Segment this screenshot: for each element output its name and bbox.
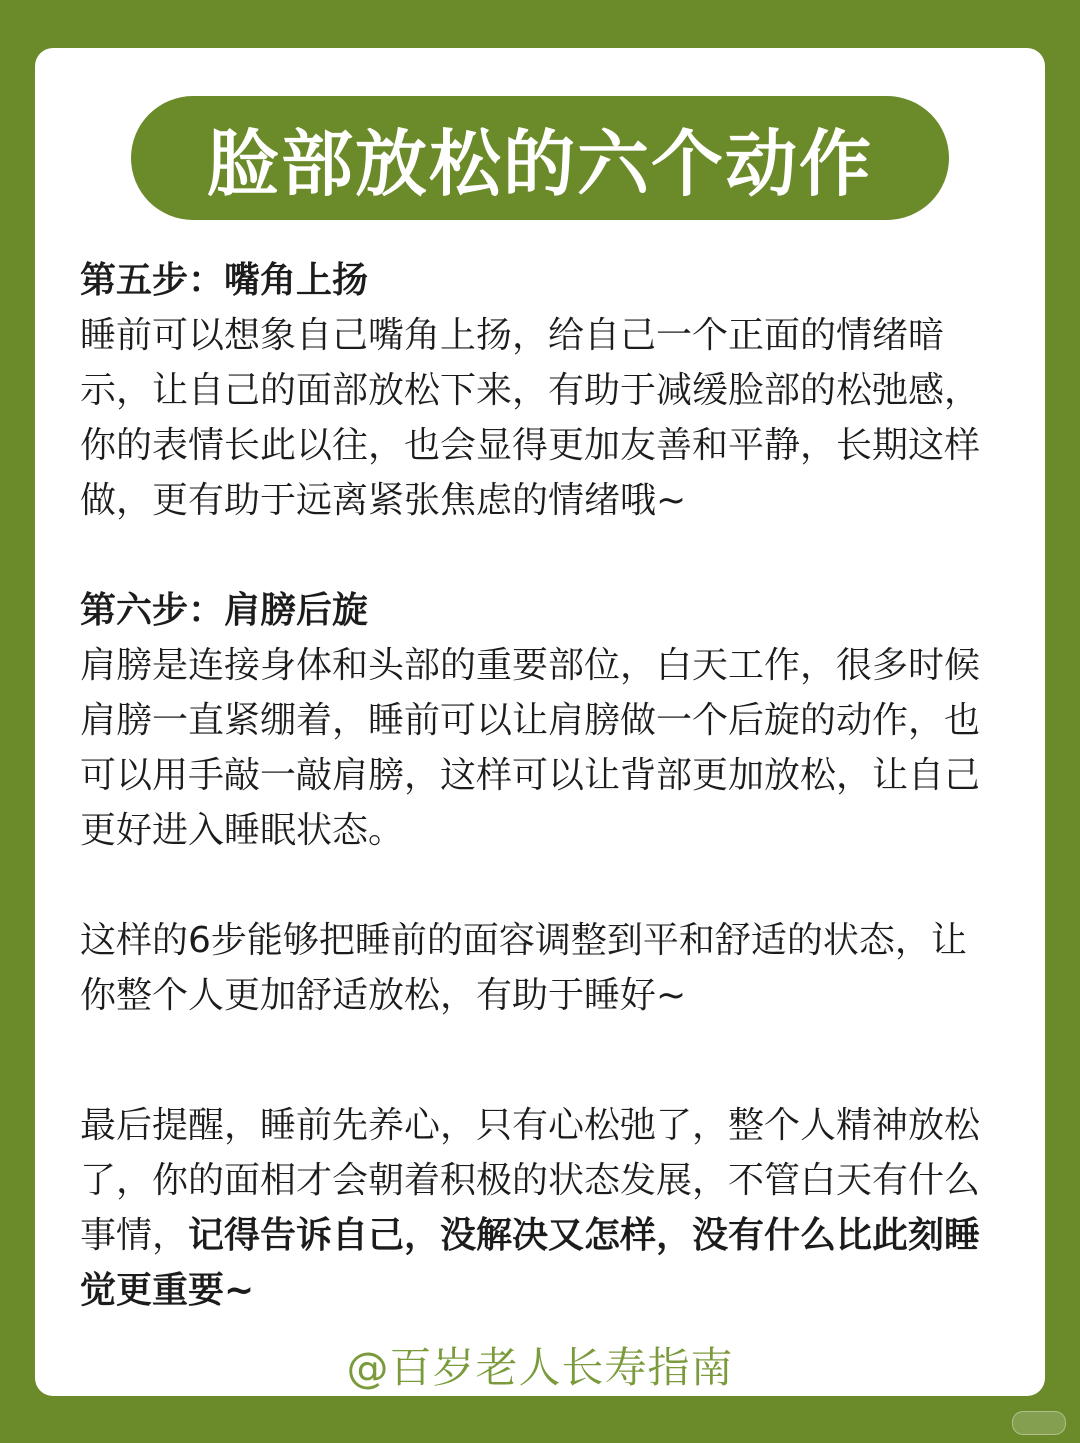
spacer: [80, 858, 1000, 913]
reminder-normal-text: 最后提醒，睡前先养心，只有心松弛了，整个人精神放松了，你的面相才会朝着积极的状态发展，不管白天有什么事情，: [80, 1105, 981, 1256]
reminder-paragraph: [80, 1098, 1000, 1318]
reminder-bold-text: 记得告诉自己，没解决又怎样，没有什么比此刻睡觉更重要~: [80, 1215, 981, 1311]
section-5-body: 睡前可以想象自己嘴角上扬，给自己一个正面的情绪暗示，让自己的面部放松下来，有助于减缓脸部的松弛感，你的表情长此以往，也会显得更加友善和平静，长期这样做，更有助于远离紧张焦虑的情绪哦~: [80, 315, 981, 521]
section-5-heading: 第五步：嘴角上扬: [80, 260, 369, 301]
spacer: [80, 528, 1000, 583]
author-signature: @百岁老人长寿指南: [346, 1343, 734, 1392]
page-title: 脸部放松的六个动作: [206, 122, 873, 206]
watermark-badge: [1012, 1411, 1066, 1435]
content-card: [35, 48, 1045, 1396]
summary-paragraph: 这样的6步能够把睡前的面容调整到平和舒适的状态，让你整个人更加舒适放松，有助于睡好~: [80, 920, 967, 1016]
section-6-body: 肩膀是连接身体和头部的重要部位，白天工作，很多时候肩膀一直紧绷着，睡前可以让肩膀做一个后旋的动作，也可以用手敲一敲肩膀，这样可以让背部更加放松，让自己更好进入睡眠状态。: [80, 645, 981, 851]
section-6-heading: 第六步：肩膀后旋: [80, 590, 369, 631]
spacer: [80, 1023, 1000, 1098]
title-banner: [131, 96, 949, 220]
article-body: [80, 253, 1000, 1318]
